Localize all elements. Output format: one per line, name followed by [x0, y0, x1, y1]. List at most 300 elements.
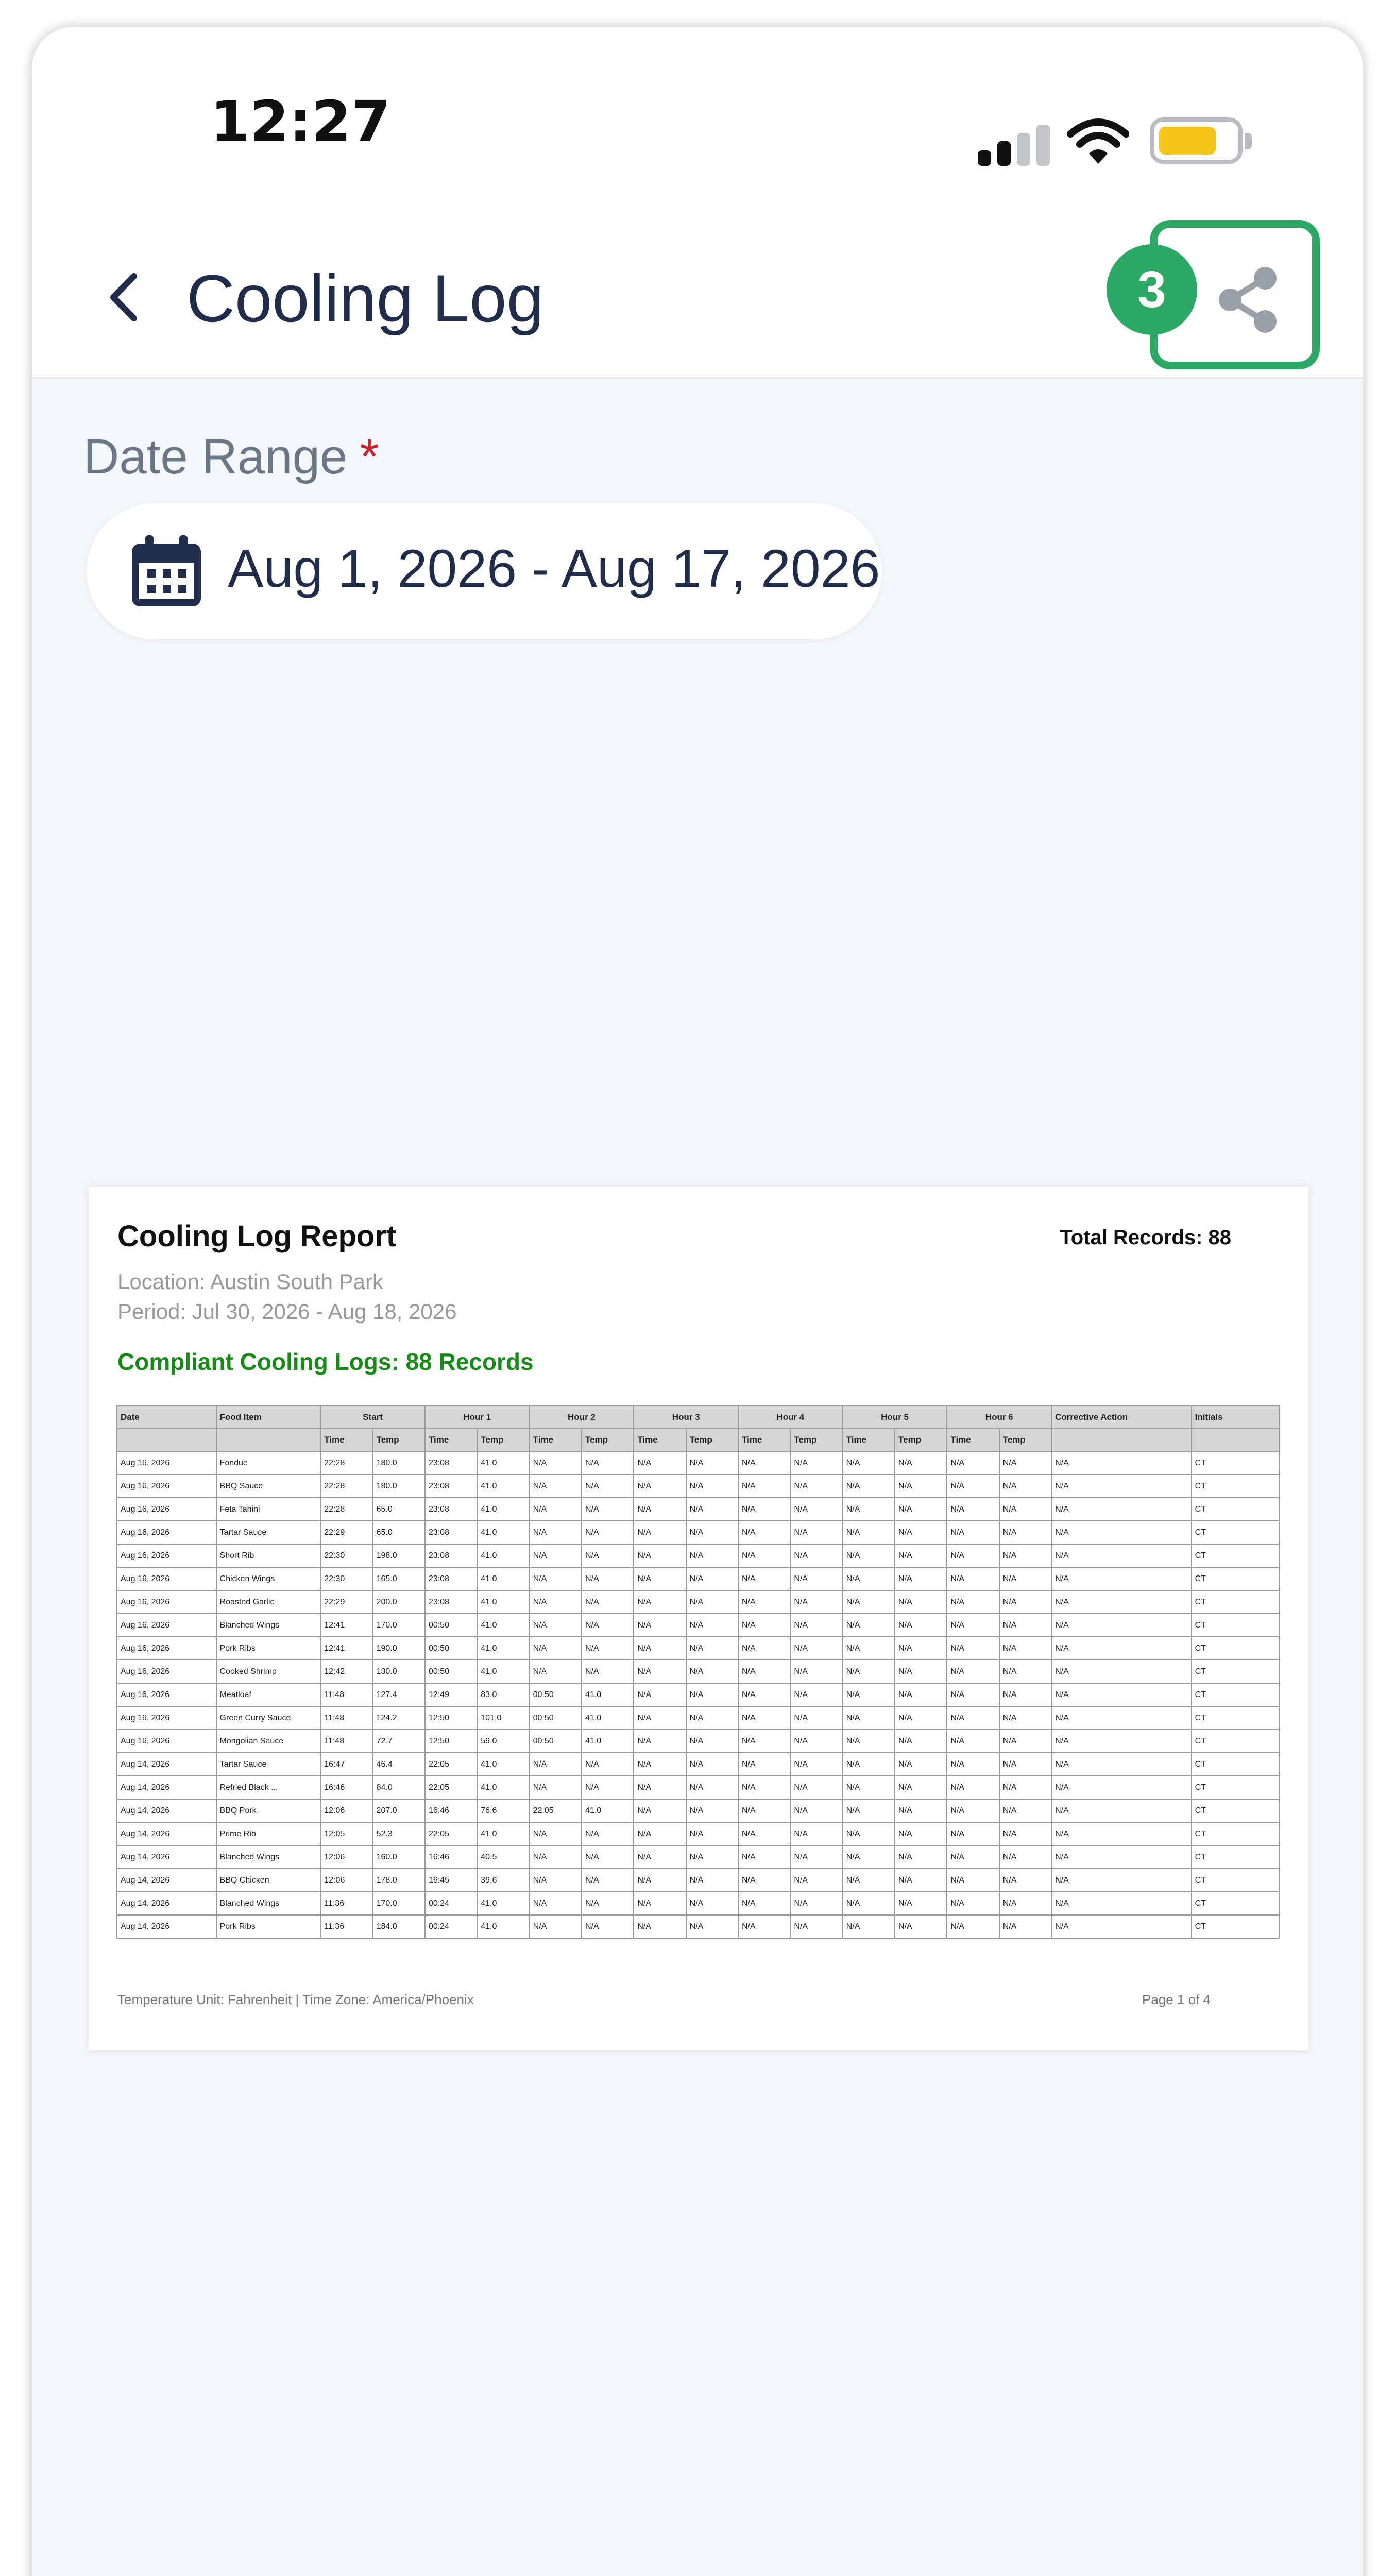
table-cell: N/A [738, 1753, 790, 1776]
table-cell: N/A [790, 1683, 842, 1706]
report-location: Location: Austin South Park [117, 1269, 383, 1294]
table-cell: 22:05 [425, 1753, 477, 1776]
table-cell: N/A [530, 1544, 582, 1567]
table-cell: N/A [738, 1730, 790, 1753]
table-cell: N/A [843, 1892, 895, 1915]
table-cell: N/A [843, 1776, 895, 1799]
table-cell: 65.0 [373, 1521, 425, 1544]
table-row [117, 1475, 1279, 1498]
table-row [117, 1706, 1279, 1730]
date-range-label: Date Range * [83, 429, 379, 484]
table-cell: CT [1192, 1660, 1279, 1683]
table-cell: N/A [843, 1730, 895, 1753]
table-cell: N/A [686, 1660, 738, 1683]
table-cell: 16:46 [320, 1776, 372, 1799]
table-cell: N/A [686, 1822, 738, 1845]
subcolumn-header: Temp [895, 1429, 947, 1451]
table-cell: N/A [999, 1637, 1051, 1660]
table-cell: 12:49 [425, 1683, 477, 1706]
table-cell: N/A [999, 1799, 1051, 1822]
table-cell: 65.0 [373, 1498, 425, 1521]
table-cell: N/A [947, 1614, 999, 1637]
table-cell: 22:30 [320, 1544, 372, 1567]
table-cell: N/A [582, 1660, 634, 1683]
table-cell: N/A [999, 1614, 1051, 1637]
column-header: Hour 3 [634, 1406, 738, 1429]
table-cell: N/A [738, 1683, 790, 1706]
table-cell: 83.0 [477, 1683, 529, 1706]
table-cell: N/A [999, 1567, 1051, 1590]
table-cell: N/A [1051, 1706, 1192, 1730]
table-cell: N/A [738, 1590, 790, 1614]
table-cell: N/A [634, 1521, 686, 1544]
table-cell: Mongolian Sauce [216, 1730, 321, 1753]
table-cell: 160.0 [373, 1845, 425, 1869]
table-cell: N/A [738, 1451, 790, 1475]
table-cell: N/A [947, 1845, 999, 1869]
table-cell: CT [1192, 1915, 1279, 1938]
required-mark: * [360, 429, 379, 484]
table-cell: N/A [999, 1660, 1051, 1683]
table-cell: N/A [947, 1706, 999, 1730]
table-cell: N/A [634, 1730, 686, 1753]
table-cell: N/A [530, 1521, 582, 1544]
table-cell: 41.0 [477, 1776, 529, 1799]
subcolumn-header: Temp [582, 1429, 634, 1451]
table-cell: 41.0 [582, 1706, 634, 1730]
table-cell: N/A [947, 1544, 999, 1567]
table-cell: N/A [790, 1730, 842, 1753]
report-preview[interactable] [89, 1187, 1308, 2050]
table-cell: N/A [843, 1637, 895, 1660]
table-cell: 41.0 [477, 1915, 529, 1938]
table-cell: N/A [999, 1706, 1051, 1730]
subcolumn-header [117, 1429, 216, 1451]
table-cell: 12:50 [425, 1730, 477, 1753]
subcolumn-header [1192, 1429, 1279, 1451]
status-time: 12:27 [210, 89, 391, 155]
table-row [117, 1521, 1279, 1544]
table-cell: N/A [530, 1475, 582, 1498]
date-range-picker[interactable] [87, 503, 882, 639]
table-cell: N/A [686, 1590, 738, 1614]
table-cell: N/A [1051, 1451, 1192, 1475]
table-cell: 12:06 [320, 1869, 372, 1892]
table-cell: N/A [1051, 1845, 1192, 1869]
table-cell: N/A [686, 1706, 738, 1730]
table-cell: N/A [530, 1614, 582, 1637]
table-cell: 41.0 [477, 1451, 529, 1475]
table-cell: 11:48 [320, 1706, 372, 1730]
table-cell: N/A [686, 1451, 738, 1475]
table-cell: N/A [790, 1567, 842, 1590]
table-cell: N/A [582, 1776, 634, 1799]
table-cell: N/A [843, 1590, 895, 1614]
table-cell: N/A [634, 1706, 686, 1730]
table-cell: 41.0 [477, 1590, 529, 1614]
report-compliant-count: Compliant Cooling Logs: 88 Records [117, 1348, 534, 1375]
table-cell: 12:06 [320, 1799, 372, 1822]
subcolumn-header: Time [425, 1429, 477, 1451]
table-cell: N/A [999, 1521, 1051, 1544]
column-header: Hour 5 [843, 1406, 947, 1429]
table-cell: BBQ Pork [216, 1799, 321, 1822]
table-cell: 190.0 [373, 1637, 425, 1660]
table-cell: N/A [582, 1521, 634, 1544]
table-cell: CT [1192, 1706, 1279, 1730]
table-cell: N/A [738, 1706, 790, 1730]
table-cell: 22:28 [320, 1475, 372, 1498]
table-cell: 178.0 [373, 1869, 425, 1892]
table-cell: Aug 16, 2026 [117, 1475, 216, 1498]
table-cell: N/A [999, 1475, 1051, 1498]
table-cell: 00:50 [425, 1614, 477, 1637]
table-cell: N/A [790, 1706, 842, 1730]
table-cell: 198.0 [373, 1544, 425, 1567]
table-cell: 12:41 [320, 1614, 372, 1637]
table-cell: N/A [947, 1451, 999, 1475]
table-cell: N/A [999, 1590, 1051, 1614]
table-cell: Aug 14, 2026 [117, 1822, 216, 1845]
table-cell: N/A [738, 1869, 790, 1892]
table-cell: N/A [582, 1567, 634, 1590]
subcolumn-header: Time [738, 1429, 790, 1451]
table-cell: N/A [999, 1869, 1051, 1892]
table-cell: N/A [530, 1915, 582, 1938]
table-cell: N/A [947, 1683, 999, 1706]
table-cell: N/A [530, 1637, 582, 1660]
table-row [117, 1869, 1279, 1892]
table-cell: N/A [634, 1753, 686, 1776]
table-cell: 23:08 [425, 1590, 477, 1614]
table-cell: Short Rib [216, 1544, 321, 1567]
table-cell: N/A [1051, 1892, 1192, 1915]
table-cell: Aug 16, 2026 [117, 1451, 216, 1475]
table-cell: N/A [634, 1869, 686, 1892]
table-cell: N/A [843, 1799, 895, 1822]
table-cell: N/A [895, 1869, 947, 1892]
table-cell: CT [1192, 1475, 1279, 1498]
table-cell: N/A [738, 1892, 790, 1915]
table-cell: Prime Rib [216, 1822, 321, 1845]
subcolumn-header: Temp [477, 1429, 529, 1451]
table-cell: Aug 16, 2026 [117, 1706, 216, 1730]
table-cell: N/A [895, 1683, 947, 1706]
table-cell: Refried Black ... [216, 1776, 321, 1799]
table-row [117, 1660, 1279, 1683]
table-cell: N/A [947, 1590, 999, 1614]
table-cell: 59.0 [477, 1730, 529, 1753]
subcolumn-header: Temp [686, 1429, 738, 1451]
step-badge: 3 [1107, 244, 1197, 335]
table-cell: Green Curry Sauce [216, 1706, 321, 1730]
table-header-row [117, 1406, 1279, 1429]
table-cell: N/A [634, 1776, 686, 1799]
table-cell: 11:36 [320, 1915, 372, 1938]
table-cell: N/A [843, 1614, 895, 1637]
table-cell: Aug 16, 2026 [117, 1730, 216, 1753]
table-cell: 12:05 [320, 1822, 372, 1845]
table-cell: 16:46 [425, 1799, 477, 1822]
table-cell: CT [1192, 1451, 1279, 1475]
table-cell: N/A [843, 1451, 895, 1475]
table-cell: N/A [843, 1915, 895, 1938]
table-cell: N/A [843, 1544, 895, 1567]
table-cell: 41.0 [477, 1521, 529, 1544]
table-cell: N/A [790, 1660, 842, 1683]
table-cell: CT [1192, 1590, 1279, 1614]
table-cell: N/A [634, 1822, 686, 1845]
table-cell: N/A [895, 1451, 947, 1475]
column-header: Date [117, 1406, 216, 1429]
table-cell: N/A [843, 1845, 895, 1869]
table-cell: N/A [738, 1660, 790, 1683]
table-cell: N/A [582, 1822, 634, 1845]
table-row [117, 1683, 1279, 1706]
table-row [117, 1892, 1279, 1915]
back-chevron-icon[interactable] [104, 269, 140, 326]
column-header: Food Item [216, 1406, 321, 1429]
column-header: Hour 2 [530, 1406, 634, 1429]
table-cell: Aug 16, 2026 [117, 1498, 216, 1521]
table-cell: N/A [895, 1637, 947, 1660]
table-cell: N/A [790, 1544, 842, 1567]
table-cell: 84.0 [373, 1776, 425, 1799]
table-cell: N/A [634, 1845, 686, 1869]
table-cell: 11:48 [320, 1730, 372, 1753]
table-cell: CT [1192, 1544, 1279, 1567]
table-cell: 11:36 [320, 1892, 372, 1915]
table-cell: N/A [999, 1776, 1051, 1799]
table-cell: N/A [895, 1660, 947, 1683]
table-cell: N/A [634, 1637, 686, 1660]
table-subheader-row [117, 1429, 1279, 1451]
table-cell: N/A [634, 1614, 686, 1637]
table-cell: 101.0 [477, 1706, 529, 1730]
table-cell: N/A [686, 1521, 738, 1544]
table-cell: 00:50 [425, 1660, 477, 1683]
table-cell: N/A [738, 1498, 790, 1521]
table-cell: N/A [1051, 1683, 1192, 1706]
table-cell: Tartar Sauce [216, 1753, 321, 1776]
table-cell: N/A [895, 1822, 947, 1845]
table-cell: N/A [1051, 1869, 1192, 1892]
table-cell: N/A [686, 1498, 738, 1521]
table-cell: 41.0 [477, 1544, 529, 1567]
table-cell: N/A [843, 1753, 895, 1776]
table-cell: N/A [999, 1822, 1051, 1845]
table-cell: 200.0 [373, 1590, 425, 1614]
table-cell: 00:50 [530, 1683, 582, 1706]
table-cell: N/A [843, 1683, 895, 1706]
table-cell: 23:08 [425, 1521, 477, 1544]
table-cell: N/A [999, 1753, 1051, 1776]
table-cell: N/A [738, 1799, 790, 1822]
subcolumn-header: Time [843, 1429, 895, 1451]
table-cell: N/A [686, 1799, 738, 1822]
table-cell: N/A [790, 1799, 842, 1822]
table-cell: 16:46 [425, 1845, 477, 1869]
table-cell: 12:50 [425, 1706, 477, 1730]
table-cell: 41.0 [477, 1637, 529, 1660]
table-cell: 41.0 [477, 1753, 529, 1776]
table-cell: CT [1192, 1753, 1279, 1776]
table-cell: N/A [999, 1892, 1051, 1915]
table-cell: 41.0 [477, 1892, 529, 1915]
table-row [117, 1822, 1279, 1845]
table-cell: N/A [738, 1915, 790, 1938]
table-cell: N/A [686, 1845, 738, 1869]
table-cell: 41.0 [582, 1799, 634, 1822]
table-cell: 40.5 [477, 1845, 529, 1869]
table-cell: N/A [947, 1660, 999, 1683]
table-cell: 41.0 [477, 1822, 529, 1845]
table-cell: Aug 16, 2026 [117, 1544, 216, 1567]
table-cell: 207.0 [373, 1799, 425, 1822]
table-cell: 00:24 [425, 1915, 477, 1938]
table-cell: N/A [790, 1776, 842, 1799]
share-icon[interactable] [1212, 264, 1284, 336]
table-cell: 12:06 [320, 1845, 372, 1869]
subcolumn-header: Temp [999, 1429, 1051, 1451]
table-cell: CT [1192, 1776, 1279, 1799]
table-cell: N/A [582, 1915, 634, 1938]
table-row [117, 1544, 1279, 1567]
table-cell: N/A [686, 1892, 738, 1915]
table-cell: 124.2 [373, 1706, 425, 1730]
table-cell: N/A [895, 1892, 947, 1915]
table-cell: 72.7 [373, 1730, 425, 1753]
table-cell: N/A [1051, 1730, 1192, 1753]
column-header: Initials [1192, 1406, 1279, 1429]
table-cell: Aug 14, 2026 [117, 1892, 216, 1915]
table-cell: N/A [999, 1544, 1051, 1567]
calendar-icon [128, 534, 205, 609]
subcolumn-header [216, 1429, 321, 1451]
table-cell: N/A [843, 1706, 895, 1730]
table-cell: Feta Tahini [216, 1498, 321, 1521]
table-cell: N/A [634, 1544, 686, 1567]
table-cell: N/A [947, 1567, 999, 1590]
table-cell: N/A [530, 1590, 582, 1614]
table-cell: N/A [895, 1776, 947, 1799]
table-cell: N/A [738, 1822, 790, 1845]
table-cell: N/A [634, 1683, 686, 1706]
table-cell: N/A [530, 1660, 582, 1683]
table-cell: N/A [947, 1730, 999, 1753]
phone-screen [32, 27, 1363, 2576]
cooling-log-table [116, 1405, 1280, 1939]
table-cell: N/A [790, 1475, 842, 1498]
table-cell: N/A [999, 1498, 1051, 1521]
table-cell: CT [1192, 1822, 1279, 1845]
table-cell: N/A [790, 1753, 842, 1776]
table-cell: N/A [686, 1730, 738, 1753]
column-header: Hour 4 [738, 1406, 843, 1429]
table-cell: Aug 16, 2026 [117, 1637, 216, 1660]
table-cell: N/A [530, 1869, 582, 1892]
table-cell: N/A [530, 1753, 582, 1776]
table-cell: N/A [843, 1869, 895, 1892]
table-cell: 23:08 [425, 1567, 477, 1590]
table-cell: N/A [530, 1776, 582, 1799]
table-cell: 00:50 [530, 1706, 582, 1730]
table-cell: N/A [1051, 1915, 1192, 1938]
table-cell: N/A [1051, 1498, 1192, 1521]
subcolumn-header: Time [634, 1429, 686, 1451]
table-cell: 180.0 [373, 1475, 425, 1498]
report-footer-units: Temperature Unit: Fahrenheit | Time Zone: America/Phoenix [117, 1992, 474, 2007]
table-cell: N/A [947, 1637, 999, 1660]
table-cell: N/A [582, 1498, 634, 1521]
table-cell: N/A [582, 1544, 634, 1567]
table-cell: 22:28 [320, 1498, 372, 1521]
table-cell: 22:28 [320, 1451, 372, 1475]
table-cell: N/A [895, 1706, 947, 1730]
table-cell: N/A [582, 1451, 634, 1475]
page-title: Cooling Log [186, 261, 544, 336]
table-cell: N/A [530, 1498, 582, 1521]
table-cell: N/A [790, 1892, 842, 1915]
table-cell: N/A [843, 1475, 895, 1498]
report-period: Period: Jul 30, 2026 - Aug 18, 2026 [117, 1299, 457, 1324]
table-cell: N/A [895, 1521, 947, 1544]
table-cell: CT [1192, 1845, 1279, 1869]
table-cell: 41.0 [477, 1614, 529, 1637]
table-cell: N/A [634, 1660, 686, 1683]
table-cell: N/A [790, 1845, 842, 1869]
table-cell: N/A [686, 1776, 738, 1799]
table-cell: 130.0 [373, 1660, 425, 1683]
table-cell: 00:50 [530, 1730, 582, 1753]
table-cell: N/A [895, 1845, 947, 1869]
table-cell: Fondue [216, 1451, 321, 1475]
table-cell: Aug 16, 2026 [117, 1683, 216, 1706]
subcolumn-header: Time [947, 1429, 999, 1451]
table-cell: N/A [582, 1753, 634, 1776]
table-cell: Blanched Wings [216, 1614, 321, 1637]
report-title: Cooling Log Report [117, 1219, 397, 1253]
table-cell: Aug 14, 2026 [117, 1753, 216, 1776]
table-cell: N/A [895, 1730, 947, 1753]
table-row [117, 1567, 1279, 1590]
table-row [117, 1451, 1279, 1475]
table-row [117, 1730, 1279, 1753]
subcolumn-header: Time [530, 1429, 582, 1451]
table-cell: 12:42 [320, 1660, 372, 1683]
table-cell: N/A [738, 1776, 790, 1799]
table-cell: 41.0 [582, 1730, 634, 1753]
table-cell: N/A [738, 1614, 790, 1637]
table-cell: N/A [634, 1498, 686, 1521]
table-cell: 22:29 [320, 1590, 372, 1614]
table-cell: Aug 16, 2026 [117, 1660, 216, 1683]
table-cell: 170.0 [373, 1892, 425, 1915]
table-cell: 41.0 [477, 1498, 529, 1521]
table-cell: Roasted Garlic [216, 1590, 321, 1614]
table-cell: N/A [999, 1451, 1051, 1475]
table-cell: N/A [947, 1521, 999, 1544]
table-cell: N/A [947, 1892, 999, 1915]
table-cell: 41.0 [477, 1660, 529, 1683]
table-cell: 170.0 [373, 1614, 425, 1637]
table-cell: N/A [738, 1475, 790, 1498]
table-cell: N/A [634, 1451, 686, 1475]
table-cell: N/A [634, 1915, 686, 1938]
table-cell: N/A [686, 1869, 738, 1892]
table-cell: N/A [790, 1590, 842, 1614]
table-cell: Chicken Wings [216, 1567, 321, 1590]
